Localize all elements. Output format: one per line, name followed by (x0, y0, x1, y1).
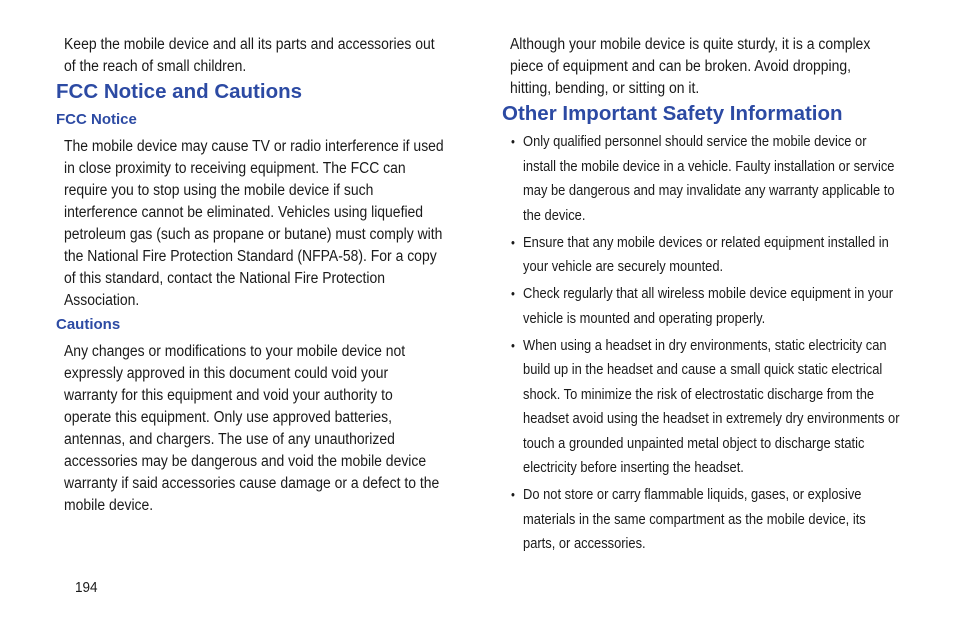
cautions-line: antennas, and chargers. The use of any unauthorized (64, 431, 395, 448)
page-number: 194 (75, 579, 98, 596)
safety-bullet-list (511, 130, 954, 557)
cautions-line: operate this equipment. Only use approved batteries, (64, 409, 393, 426)
fcc-notice-line: of this standard, contact the National Fire Protection (64, 270, 386, 287)
fcc-notice-line: the National Fire Protection Standard (NFPA-58). For a copy (64, 248, 437, 265)
other-safety-heading: Other Important Safety Information (502, 102, 843, 125)
bullet-line: When using a headset in dry environments, static electricity can (523, 336, 887, 354)
fcc-notice-paragraph (64, 136, 460, 312)
sturdiness-paragraph (510, 34, 906, 100)
bullet-icon: • (511, 286, 515, 301)
cautions-line: mobile device. (64, 497, 154, 514)
bullet-line: materials in the same compartment as the mobile device, its (523, 510, 866, 528)
bullet-icon: • (511, 337, 515, 353)
bullet-line: build up in the headset and cause a small quick static electrical (523, 361, 883, 378)
sturdiness-line: piece of equipment and can be broken. Avoid dropping, (510, 58, 852, 75)
fcc-notice-line: in close proximity to receiving equipment. The FCC can (64, 160, 406, 177)
fcc-heading: FCC Notice and Cautions (56, 80, 303, 103)
cautions-subheading: Cautions (56, 316, 121, 333)
bullet-line: touch a grounded unpainted metal object to discharge static (523, 434, 865, 452)
cautions-line: expressly approved in this document could void your (64, 365, 389, 382)
bullet-line: Check regularly that all wireless mobile device equipment in your (523, 285, 894, 302)
bullet-line: Ensure that any mobile devices or related equipment installed in (523, 233, 889, 251)
bullet-icon: • (511, 234, 515, 250)
bullet-line: install the mobile device in a vehicle. Faulty installation or service (523, 157, 895, 175)
bullet-item (511, 483, 904, 557)
bullet-item (511, 334, 904, 481)
cautions-line: accessories may be dangerous and void the mobile device (64, 453, 427, 470)
bullet-item (511, 231, 904, 280)
bullet-line: Only qualified personnel should service the mobile device or (523, 133, 867, 150)
fcc-notice-line: petroleum gas (such as propane or butane) must comply with (64, 226, 443, 243)
bullet-line: shock. To minimize the risk of electrostatic discharge from the (523, 385, 875, 403)
bullet-item (511, 282, 904, 331)
bullet-line: electricity before inserting the headset. (523, 459, 744, 476)
bullet-line: may be dangerous and may invalidate any warranty applicable to (523, 182, 895, 199)
cautions-line: warranty for this equipment and void your authority to (64, 387, 393, 404)
cautions-paragraph (64, 341, 460, 517)
bullet-line: Do not store or carry flammable liquids, gases, or explosive (523, 486, 862, 503)
intro-line: of the reach of small children. (64, 58, 247, 75)
intro-paragraph (64, 34, 460, 78)
fcc-notice-line: The mobile device may cause TV or radio interference if used (64, 138, 444, 155)
cautions-line: Any changes or modifications to your mobile device not (64, 343, 406, 360)
bullet-line: your vehicle are securely mounted. (523, 258, 724, 275)
intro-line: Keep the mobile device and all its parts and accessories out (64, 36, 435, 53)
sturdiness-line: hitting, bending, or sitting on it. (510, 80, 700, 97)
bullet-line: headset avoid using the headset in extremely dry environments or (523, 410, 900, 427)
fcc-notice-line: require you to stop using the mobile device if such (64, 182, 374, 199)
bullet-line: vehicle is mounted and operating properly. (523, 309, 766, 327)
fcc-notice-line: Association. (64, 292, 140, 309)
bullet-line: parts, or accessories. (523, 535, 646, 552)
sturdiness-line: Although your mobile device is quite sturdy, it is a complex (510, 36, 871, 53)
cautions-line: warranty if said accessories cause damage or a defect to the (64, 475, 440, 492)
fcc-notice-line: interference cannot be eliminated. Vehicles using liquefied (64, 204, 424, 221)
bullet-icon: • (511, 134, 515, 149)
bullet-line: the device. (523, 206, 586, 224)
bullet-item (511, 130, 904, 228)
bullet-icon: • (511, 487, 515, 502)
fcc-notice-subheading: FCC Notice (56, 111, 137, 128)
